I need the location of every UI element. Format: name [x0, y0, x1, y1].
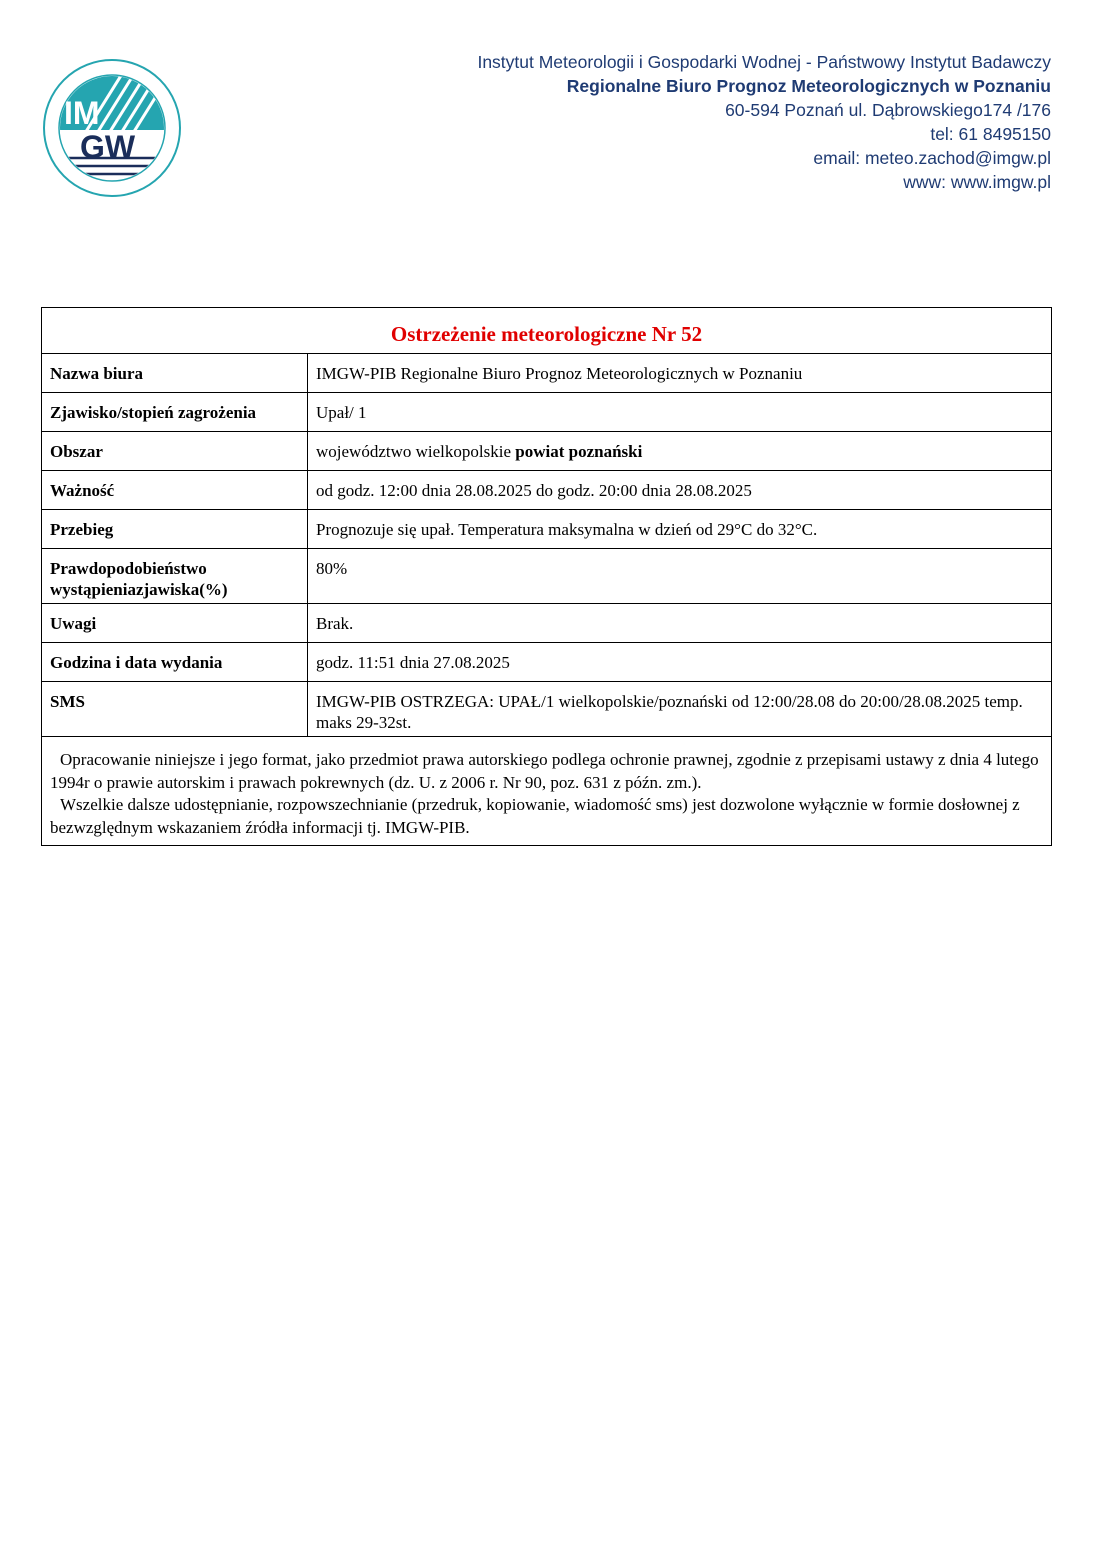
office-phone: tel: 61 8495150: [930, 124, 1051, 144]
table-row: [42, 432, 1052, 471]
table-row: [42, 471, 1052, 510]
row-value: [308, 432, 1052, 471]
row-label: Ważność: [42, 471, 308, 510]
institute-header: [477, 50, 1051, 194]
institute-name: Instytut Meteorologii i Gospodarki Wodnej - Państwowy Instytut Badawczy: [477, 52, 1051, 72]
row-label: Zjawisko/stopień zagrożenia: [42, 393, 308, 432]
office-name: Regionalne Biuro Prognoz Meteorologicznych w Poznaniu: [566, 76, 1051, 96]
copyright-paragraph: Opracowanie niniejsze i jego format, jako przedmiot prawa autorskiego podlega ochronie prawnej, zgodnie z przepisami ustawy z dnia 4 lutego 1994r o prawie autorskim i prawach pokrewnych (dz. U. z 2006 r. Nr 90, poz. 631 z późn. zm.).: [50, 750, 1039, 792]
row-value: Prognozuje się upał. Temperatura maksymalna w dzień od 29°C do 32°C.: [308, 510, 1052, 549]
logo-top-text: IM: [64, 95, 100, 131]
area-county: powiat poznański: [515, 442, 643, 461]
row-value: IMGW-PIB Regionalne Biuro Prognoz Meteorologicznych w Poznaniu: [308, 354, 1052, 393]
warning-table: [41, 307, 1052, 846]
row-value: 80%: [308, 549, 1052, 604]
table-row: [42, 510, 1052, 549]
office-email[interactable]: email: meteo.zachod@imgw.pl: [813, 148, 1051, 168]
row-label: Godzina i data wydania: [42, 643, 308, 682]
area-voivodeship: województwo wielkopolskie: [316, 442, 511, 461]
row-value: godz. 11:51 dnia 27.08.2025: [308, 643, 1052, 682]
warning-title: Ostrzeżenie meteorologiczne Nr 52: [42, 308, 1052, 354]
row-label: Nazwa biura: [42, 354, 308, 393]
row-label: Przebieg: [42, 510, 308, 549]
warning-title-row: [42, 308, 1052, 354]
row-label: Obszar: [42, 432, 308, 471]
copyright-paragraph: Wszelkie dalsze udostępnianie, rozpowszechnianie (przedruk, kopiowanie, wiadomość sms) jest dozwolone wyłącznie w formie dosłownej z bezwzględnym wskazaniem źródła informacji tj. IMGW-PIB.: [50, 795, 1020, 837]
imgw-logo: [42, 58, 182, 198]
table-row: [42, 393, 1052, 432]
row-value: Upał/ 1: [308, 393, 1052, 432]
row-label: Prawdopodobieństwo wystąpieniazjawiska(%): [42, 549, 308, 604]
row-label: SMS: [42, 682, 308, 737]
logo-bottom-text: GW: [80, 129, 136, 165]
table-row: [42, 549, 1052, 604]
copyright-row: [42, 737, 1052, 846]
table-row: [42, 682, 1052, 737]
office-address: 60-594 Poznań ul. Dąbrowskiego174 /176: [725, 100, 1051, 120]
row-label: Uwagi: [42, 604, 308, 643]
copyright-notice: [42, 737, 1052, 846]
row-value: Brak.: [308, 604, 1052, 643]
table-row: [42, 643, 1052, 682]
table-row: [42, 354, 1052, 393]
table-row: [42, 604, 1052, 643]
row-value: od godz. 12:00 dnia 28.08.2025 do godz. 20:00 dnia 28.08.2025: [308, 471, 1052, 510]
office-website[interactable]: www: www.imgw.pl: [903, 172, 1051, 192]
row-value: IMGW-PIB OSTRZEGA: UPAŁ/1 wielkopolskie/poznański od 12:00/28.08 do 20:00/28.08.2025 temp. maks 29-32st.: [308, 682, 1052, 737]
